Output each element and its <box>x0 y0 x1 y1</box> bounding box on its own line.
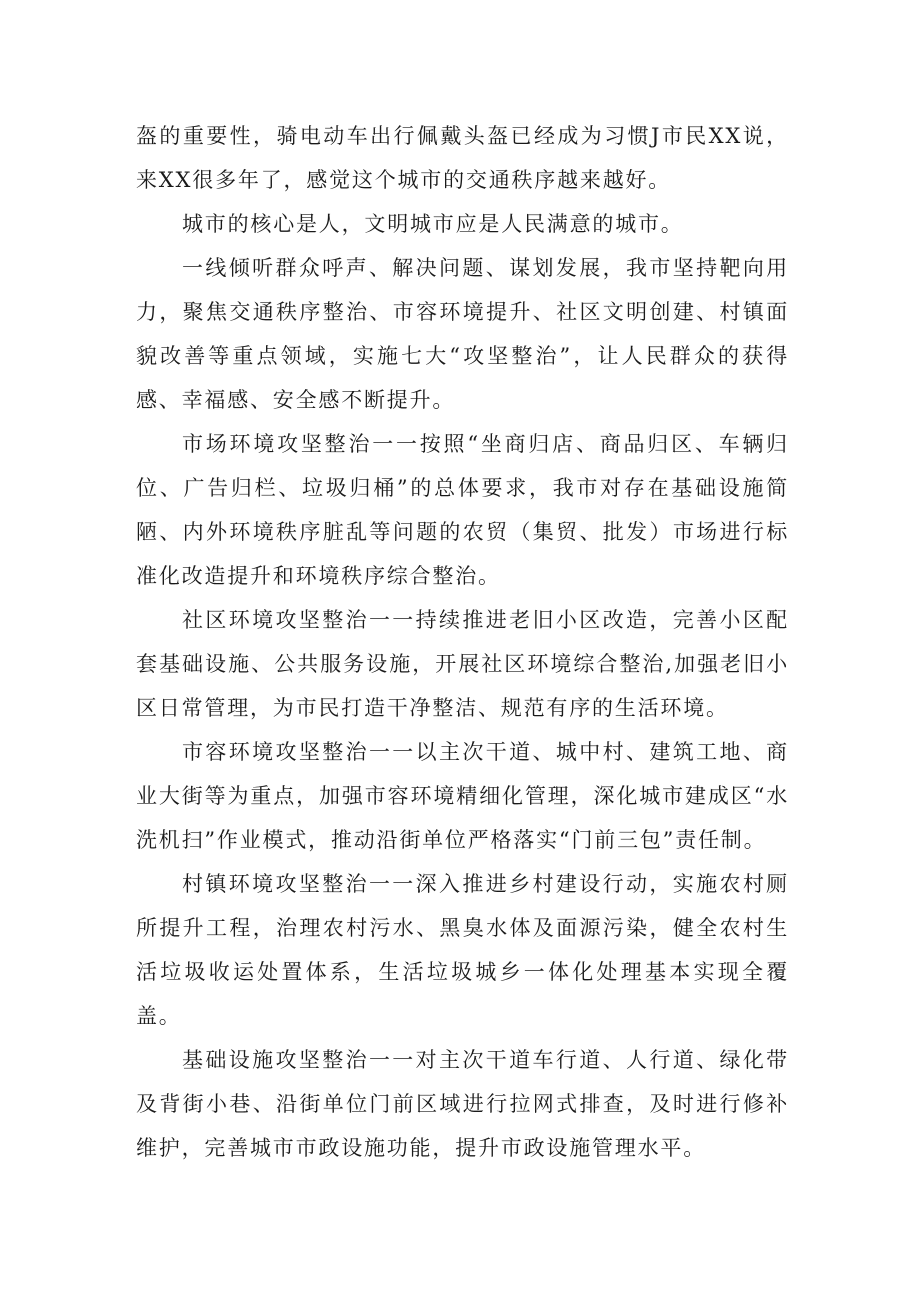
paragraph-continuation: 盔的重要性，骑电动车出行佩戴头盔已经成为习惯J市民XX说，来XX很多年了，感觉这个城市的交通秩序越来越好。 <box>136 124 789 192</box>
paragraph-city-appearance: 市容环境攻坚整治一一以主次干道、城中村、建筑工地、商业大街等为重点，加强市容环境精细化管理，深化城市建成区“水洗机扫”作业模式，推动沿街单位严格落实“门前三包”责任制。 <box>136 740 789 852</box>
paragraph-community-environment: 社区环境攻坚整治一一持续推进老旧小区改造，完善小区配套基础设施、公共服务设施，开展社区环境综合整治,加强老旧小区日常管理，为市民打造干净整洁、规范有序的生活环境。 <box>136 608 789 720</box>
paragraph-core-people: 城市的核心是人，文明城市应是人民满意的城市。 <box>182 212 684 236</box>
paragraph-seven-campaigns: 一线倾听群众呼声、解决问题、谋划发展，我市坚持靶向用力，聚焦交通秩序整治、市容环境提升、社区文明创建、村镇面貌改善等重点领域，实施七大“攻坚整治”，让人民群众的获得感、幸福感、安全感不断提升。 <box>136 256 789 412</box>
paragraph-village-environment: 村镇环境攻坚整治一一深入推进乡村建设行动，实施农村厕所提升工程，治理农村污水、黑臭水体及面源污染，健全农村生活垃圾收运处置体系，生活垃圾城乡一体化处理基本实现全覆盖。 <box>136 872 789 1028</box>
paragraph-infrastructure: 基础设施攻坚整治一一对主次干道车行道、人行道、绿化带及背街小巷、沿街单位门前区域进行拉网式排查，及时进行修补维护，完善城市市政设施功能，提升市政设施管理水平。 <box>136 1048 789 1160</box>
paragraph-market-environment: 市场环境攻坚整治一一按照“坐商归店、商品归区、车辆归位、广告归栏、垃圾归桶”的总体要求，我市对存在基础设施简陋、内外环境秩序脏乱等问题的农贸（集贸、批发）市场进行标准化改造提升和环境秩序综合整治。 <box>136 432 789 588</box>
document-body <box>136 114 789 1170</box>
